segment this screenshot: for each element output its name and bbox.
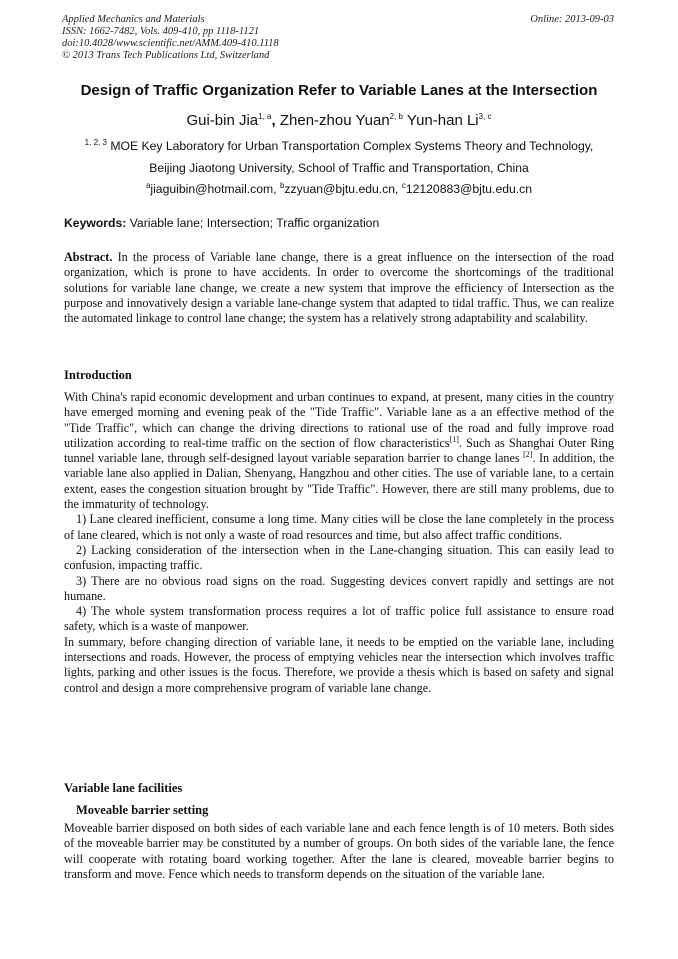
citation-2: [2]	[523, 450, 533, 460]
author-3-sup: 3, c	[478, 112, 492, 121]
affiliation-text-1: MOE Key Laboratory for Urban Transportation Complex Systems Theory and Technology,	[110, 139, 594, 153]
introduction-body	[64, 390, 614, 696]
variable-lane-facilities-heading: Variable lane facilities	[64, 781, 183, 795]
list-item: 1) Lane cleared inefficient, consume a long time. Many cities will be close the lane completely in the process of lane cleared, which is not only a waste of road resources and time, but also affect traffic conditions.	[64, 512, 614, 542]
abstract-text: In the process of Variable lane change, there is a great influence on the intersection of the road organization, which is prone to have accidents. In order to overcome the shortcomings of the traditional solutions for variable lane change, we create a new system that improve the efficiency of Intersection as the purpose and innovatively design a variable lane-change system that adapted to tidal traffic. Thus, we can realize the automated linkage to control lane change; the system has a relatively strong adaptability and scalability.	[64, 250, 614, 326]
moveable-barrier-subheading: Moveable barrier setting	[76, 803, 209, 817]
introduction-heading: Introduction	[64, 368, 132, 382]
author-1-sup: 1, a	[258, 112, 272, 121]
author-3: Yun-han Li	[406, 112, 479, 129]
author-list	[0, 112, 678, 129]
author-1: Gui-bin Jia	[186, 112, 259, 129]
intro-text-2: . Such as Shanghai Outer Ring tunnel variable lane, through self-designed layout variable separation barrier to change lanes	[64, 435, 614, 466]
doi: doi:10.4028/www.scientific.net/AMM.409-410.1118	[62, 38, 279, 49]
affiliation-sup: 1, 2, 3	[84, 137, 107, 147]
copyright: © 2013 Trans Tech Publications Ltd, Switzerland	[62, 50, 270, 61]
intro-text-1: With China's rapid economic development and urban continues to expand, at present, many cities in the country have emerged morning and evening peak of the "Tide Traffic". Variable lane as a an effective method of the "Tide Traffic", which can change the driving directions to rational use of the road and fully improve road utilization according to real-time traffic on the section of flow characteristics	[64, 390, 614, 450]
author-2: Zhen-zhou Yuan	[279, 112, 390, 129]
keywords-text: Variable lane; Intersection; Traffic organization	[126, 216, 380, 230]
affiliation-line-2: Beijing Jiaotong University, School of Traffic and Transportation, China	[149, 161, 529, 175]
email-line	[0, 182, 678, 196]
email-2-sup: b	[279, 180, 285, 190]
email-1-sup: a	[145, 180, 151, 190]
affiliation-line-1	[0, 139, 678, 153]
online-date: Online: 2013-09-03	[530, 14, 614, 25]
email-2: zzyuan@bjtu.edu.cn,	[284, 182, 402, 196]
email-3: 12120883@bjtu.edu.cn	[405, 182, 533, 196]
email-1: jiaguibin@hotmail.com,	[150, 182, 280, 196]
list-item: 2) Lacking consideration of the intersection when in the Lane-changing situation. This can easily lead to confusion, impacting traffic.	[64, 542, 614, 573]
email-3-sup: c	[401, 180, 406, 190]
journal-name: Applied Mechanics and Materials	[62, 14, 205, 25]
list-item: 3) There are no obvious road signs on the road. Suggesting devices convert rapidly and settings are not humane.	[64, 573, 614, 603]
intro-summary: In summary, before changing direction of variable lane, it needs to be emptied on the variable lane, including intersections and roads. However, the process of emptying vehicles near the intersection which involves traffic lights, parking and other issues is the focus. Therefore, we provide a thesis which is based on safety and signal control and design a more comprehensive program of variable lane change.	[64, 634, 614, 695]
intro-text-3: . In addition, the variable lane also applied in Dalian, Shenyang, Hangzhou and other cities. The use of variable lane, to a certain extent, eases the congestion situation brought by "Tide Traffic". However, there are still many problems, due to the immaturity of technology.	[64, 451, 614, 512]
author-separator: ,	[271, 112, 280, 129]
paper-title: Design of Traffic Organization Refer to Variable Lanes at the Intersection	[80, 82, 598, 99]
citation-1: [1]	[449, 434, 459, 444]
intro-paragraph	[64, 390, 614, 512]
keywords	[64, 216, 379, 230]
abstract-label: Abstract.	[64, 250, 113, 264]
issn: ISSN: 1662-7482, Vols. 409-410, pp 1118-1121	[62, 26, 260, 37]
abstract	[64, 250, 614, 326]
author-2-sup: 2, b	[389, 112, 403, 121]
moveable-barrier-text: Moveable barrier disposed on both sides of each variable lane and each fence length is of 10 meters. Both sides of the moveable barrier may be constituted by a number of groups. On both sides of the variable lane, the fence will cooperate with rotating board working together. After the lane is cleared, moveable barrier begins to transform and move. Fence which needs to transform depends on the situation of the variable lane.	[64, 821, 614, 881]
list-item: 4) The whole system transformation process requires a lot of traffic police full assistance to ensure road safety, which is a waste of manpower.	[64, 604, 614, 634]
journal-header	[62, 14, 279, 62]
keywords-label: Keywords:	[64, 216, 127, 230]
